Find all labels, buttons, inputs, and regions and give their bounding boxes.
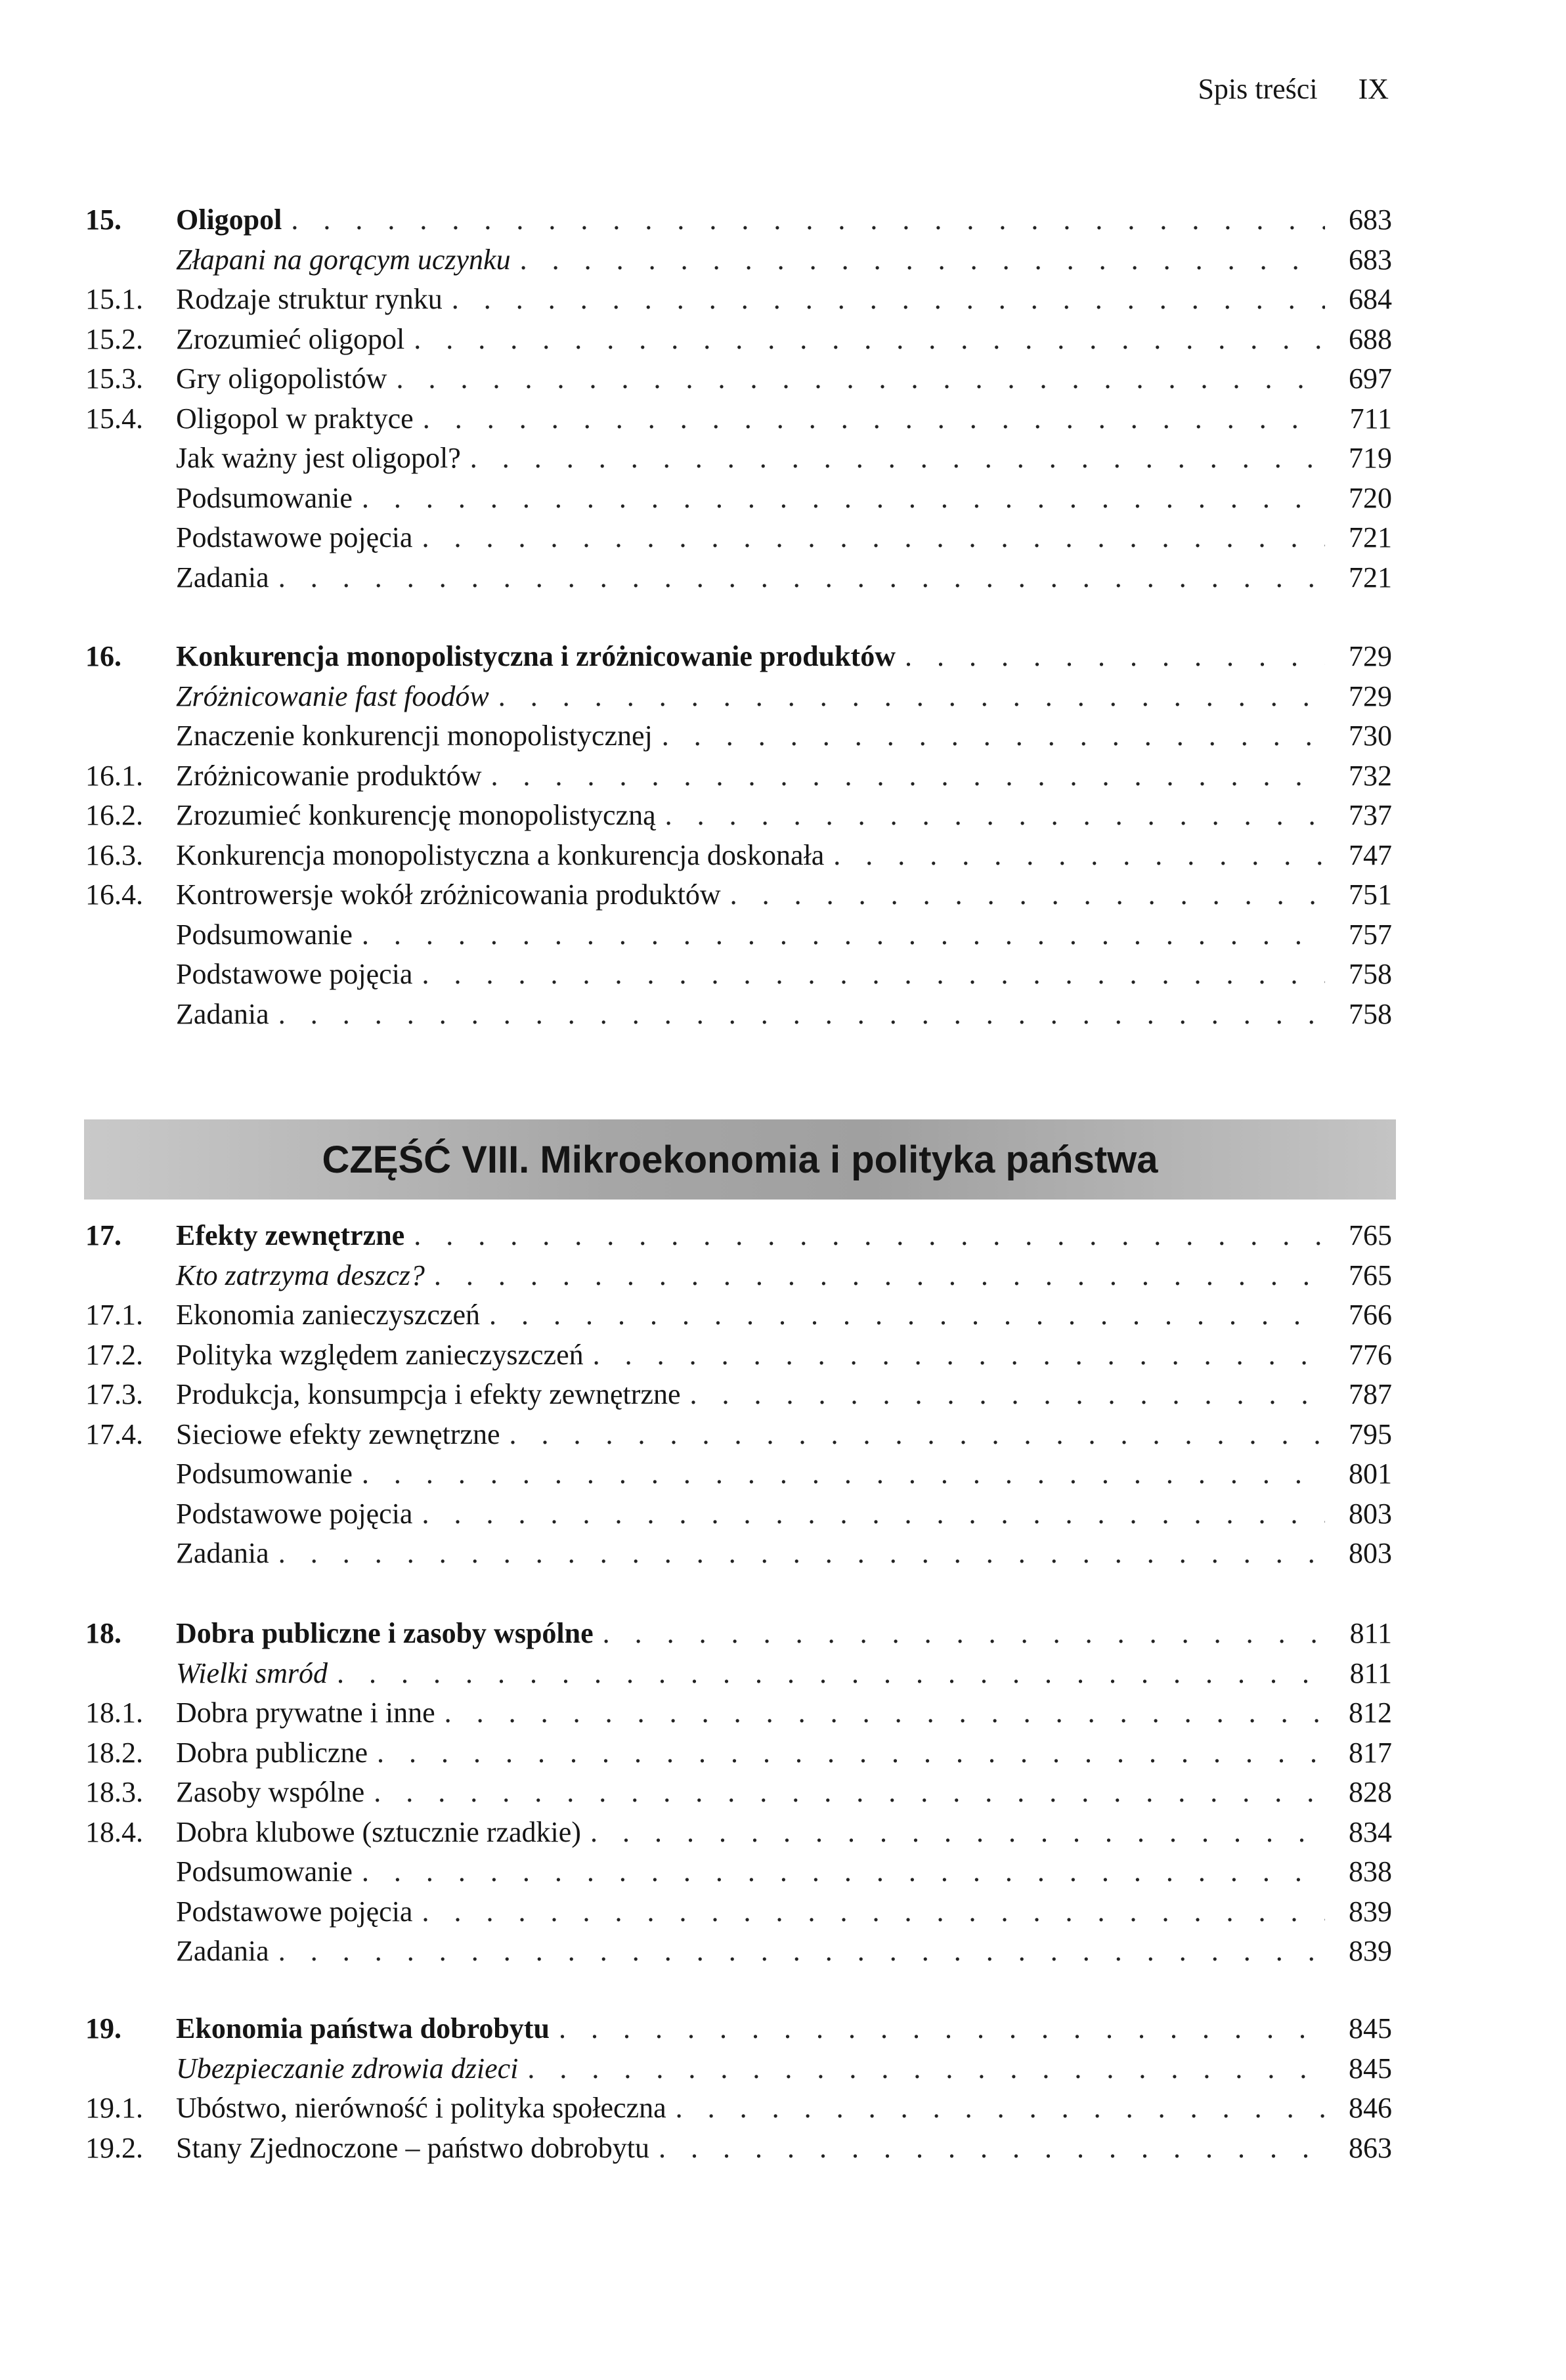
page-number: 688 bbox=[1349, 322, 1392, 355]
page-number: 839 bbox=[1349, 1895, 1392, 1928]
chapter-number: 19. bbox=[85, 2012, 121, 2045]
toc-entry-row bbox=[85, 1295, 1392, 1335]
page-number: 787 bbox=[1349, 1378, 1392, 1410]
entry-title: Ubóstwo, nierówność i polityka społeczna bbox=[176, 2092, 666, 2124]
entry-title: Zróżnicowanie produktów bbox=[176, 759, 482, 792]
toc-entry-row bbox=[85, 1534, 1392, 1574]
leader-dots bbox=[659, 2129, 1325, 2168]
entry-title: Zrozumieć konkurencję monopolistyczną bbox=[176, 799, 656, 831]
page-number: 737 bbox=[1349, 799, 1392, 831]
page-number: 839 bbox=[1349, 1935, 1392, 1967]
page-number: 765 bbox=[1349, 1259, 1392, 1291]
header-title: Spis treści bbox=[1198, 73, 1318, 105]
toc-section-19 bbox=[85, 2009, 1392, 2168]
page-number: 828 bbox=[1349, 1776, 1392, 1808]
page-number: 845 bbox=[1349, 2012, 1392, 2045]
entry-title: Dobra prywatne i inne bbox=[176, 1697, 435, 1729]
part-heading-banner bbox=[84, 1119, 1396, 1200]
leader-dots bbox=[520, 240, 1325, 280]
toc-chapter-row bbox=[85, 637, 1392, 677]
chapter-number: 16. bbox=[85, 640, 121, 672]
entry-title: Konkurencja monopolistyczna a konkurencja doskonała bbox=[176, 838, 825, 871]
toc-entry-row bbox=[85, 1733, 1392, 1773]
leader-dots bbox=[662, 716, 1325, 756]
leader-dots bbox=[423, 399, 1325, 439]
page-number: 720 bbox=[1349, 481, 1392, 514]
leader-dots bbox=[422, 1494, 1325, 1534]
leader-dots bbox=[396, 359, 1325, 399]
entry-title: Sieciowe efekty zewnętrzne bbox=[176, 1417, 500, 1450]
toc-entry-row bbox=[85, 677, 1392, 717]
leader-dots bbox=[377, 1733, 1325, 1773]
running-header bbox=[1198, 72, 1389, 106]
page-number: 757 bbox=[1349, 918, 1392, 951]
entry-number: 18.3. bbox=[85, 1776, 143, 1808]
toc-chapter-row bbox=[85, 2009, 1392, 2049]
entry-title: Zadania bbox=[176, 997, 269, 1030]
leader-dots bbox=[905, 637, 1325, 676]
leader-dots bbox=[833, 836, 1325, 875]
page-number: 838 bbox=[1349, 1855, 1392, 1888]
page-number: 721 bbox=[1349, 521, 1392, 553]
entry-number: 17.3. bbox=[85, 1378, 143, 1410]
page-number: 684 bbox=[1349, 283, 1392, 315]
leader-dots bbox=[593, 1335, 1325, 1375]
leader-dots bbox=[374, 1773, 1325, 1812]
leader-dots bbox=[676, 2088, 1325, 2128]
toc-entry-row bbox=[85, 1654, 1392, 1694]
entry-title: Zróżnicowanie fast foodów bbox=[176, 680, 489, 712]
entry-number: 17.1. bbox=[85, 1299, 143, 1331]
chapter-number: 18. bbox=[85, 1617, 121, 1649]
page-number: 732 bbox=[1349, 759, 1392, 792]
toc-entry-row bbox=[85, 1256, 1392, 1296]
entry-title: Jak ważny jest oligopol? bbox=[176, 442, 461, 474]
entry-title: Podstawowe pojęcia bbox=[176, 958, 413, 990]
toc-entry-row bbox=[85, 1454, 1392, 1494]
toc-entry-row bbox=[85, 1892, 1392, 1932]
entry-title: Złapani na gorącym uczynku bbox=[176, 243, 511, 276]
leader-dots bbox=[278, 558, 1325, 597]
entry-title: Dobra publiczne bbox=[176, 1736, 368, 1769]
leader-dots bbox=[337, 1654, 1325, 1693]
toc-entry-row bbox=[85, 1494, 1392, 1534]
chapter-number: 15. bbox=[85, 204, 121, 236]
toc-entry-row bbox=[85, 479, 1392, 519]
leader-dots bbox=[527, 2049, 1325, 2088]
page-number: 711 bbox=[1349, 402, 1392, 435]
toc-entry-row bbox=[85, 320, 1392, 360]
page-number: 751 bbox=[1349, 878, 1392, 911]
entry-title: Podstawowe pojęcia bbox=[176, 521, 413, 553]
toc-entry-row bbox=[85, 518, 1392, 558]
leader-dots bbox=[498, 677, 1325, 716]
entry-number: 17.4. bbox=[85, 1417, 143, 1450]
page-number: 811 bbox=[1349, 1617, 1392, 1649]
toc-entry-row bbox=[85, 2049, 1392, 2089]
chapter-title: Dobra publiczne i zasoby wspólne bbox=[176, 1617, 594, 1649]
entry-title: Podsumowanie bbox=[176, 918, 353, 951]
entry-title: Podsumowanie bbox=[176, 1855, 353, 1888]
entry-number: 15.2. bbox=[85, 322, 143, 355]
leader-dots bbox=[445, 1693, 1325, 1733]
toc-section-17 bbox=[85, 1216, 1392, 1574]
entry-title: Gry oligopolistów bbox=[176, 362, 387, 395]
page-number: 719 bbox=[1349, 442, 1392, 474]
entry-number: 16.1. bbox=[85, 759, 143, 792]
page-number: 776 bbox=[1349, 1338, 1392, 1371]
entry-number: 18.2. bbox=[85, 1736, 143, 1769]
page-number: 817 bbox=[1349, 1736, 1392, 1769]
entry-number: 17.2. bbox=[85, 1338, 143, 1371]
entry-number: 19.2. bbox=[85, 2131, 143, 2164]
leader-dots bbox=[422, 955, 1325, 994]
page-number: 747 bbox=[1349, 838, 1392, 871]
page-number: 766 bbox=[1349, 1299, 1392, 1331]
entry-title: Zadania bbox=[176, 561, 269, 594]
entry-title: Stany Zjednoczone – państwo dobrobytu bbox=[176, 2131, 649, 2164]
leader-dots bbox=[422, 518, 1325, 557]
page-number: 795 bbox=[1349, 1417, 1392, 1450]
toc-entry-row bbox=[85, 836, 1392, 876]
page-number: 697 bbox=[1349, 362, 1392, 395]
entry-title: Podstawowe pojęcia bbox=[176, 1895, 413, 1928]
leader-dots bbox=[590, 1813, 1325, 1852]
page-number: 758 bbox=[1349, 997, 1392, 1030]
leader-dots bbox=[278, 995, 1325, 1034]
toc-chapter-row bbox=[85, 200, 1392, 240]
entry-title: Zadania bbox=[176, 1537, 269, 1569]
toc-section-16 bbox=[85, 637, 1392, 1034]
leader-dots bbox=[559, 2009, 1325, 2048]
toc-entry-row bbox=[85, 2129, 1392, 2169]
toc-entry-row bbox=[85, 716, 1392, 756]
entry-number: 16.4. bbox=[85, 878, 143, 911]
chapter-title: Ekonomia państwa dobrobytu bbox=[176, 2012, 550, 2045]
entry-title: Znaczenie konkurencji monopolistycznej bbox=[176, 720, 653, 752]
toc-entry-row bbox=[85, 1852, 1392, 1892]
toc-entry-row bbox=[85, 359, 1392, 399]
toc-entry-row bbox=[85, 1813, 1392, 1853]
leader-dots bbox=[291, 200, 1325, 240]
page-number: 834 bbox=[1349, 1815, 1392, 1848]
toc-section-18 bbox=[85, 1614, 1392, 1972]
toc-entry-row bbox=[85, 1932, 1392, 1972]
chapter-title: Konkurencja monopolistyczna i zróżnicowanie produktów bbox=[176, 640, 896, 672]
toc-section-15 bbox=[85, 200, 1392, 597]
leader-dots bbox=[414, 320, 1325, 359]
leader-dots bbox=[414, 1216, 1325, 1255]
leader-dots bbox=[665, 796, 1325, 835]
toc-entry-row bbox=[85, 1415, 1392, 1455]
toc-entry-row bbox=[85, 1773, 1392, 1813]
entry-title: Zrozumieć oligopol bbox=[176, 322, 405, 355]
leader-dots bbox=[278, 1534, 1325, 1573]
leader-dots bbox=[362, 1454, 1325, 1494]
entry-title: Rodzaje struktur rynku bbox=[176, 283, 443, 315]
leader-dots bbox=[730, 875, 1325, 915]
toc-entry-row bbox=[85, 558, 1392, 598]
page-number: 812 bbox=[1349, 1697, 1392, 1729]
toc-chapter-row bbox=[85, 1216, 1392, 1256]
part-title: CZĘŚĆ VIII. Mikroekonomia i polityka państwa bbox=[322, 1138, 1158, 1181]
leader-dots bbox=[510, 1415, 1325, 1454]
toc-entry-row bbox=[85, 915, 1392, 955]
page-number: 863 bbox=[1349, 2131, 1392, 2164]
leader-dots bbox=[362, 1852, 1325, 1892]
entry-number: 16.3. bbox=[85, 838, 143, 871]
entry-number: 15.1. bbox=[85, 283, 143, 315]
toc-entry-row bbox=[85, 995, 1392, 1035]
toc-chapter-row bbox=[85, 1614, 1392, 1654]
leader-dots bbox=[690, 1375, 1326, 1414]
entry-title: Podsumowanie bbox=[176, 1458, 353, 1490]
page-number: 683 bbox=[1349, 243, 1392, 276]
leader-dots bbox=[452, 280, 1325, 319]
page-number: 811 bbox=[1349, 1656, 1392, 1689]
page-number: 758 bbox=[1349, 958, 1392, 990]
leader-dots bbox=[434, 1256, 1325, 1295]
entry-title: Kontrowersje wokół zróżnicowania produktów bbox=[176, 878, 721, 911]
toc-entry-row bbox=[85, 439, 1392, 479]
entry-title: Wielki smród bbox=[176, 1656, 328, 1689]
page-number: 683 bbox=[1349, 204, 1392, 236]
entry-number: 16.2. bbox=[85, 799, 143, 831]
leader-dots bbox=[362, 915, 1325, 955]
page-number: 730 bbox=[1349, 720, 1392, 752]
toc-entry-row bbox=[85, 240, 1392, 280]
leader-dots bbox=[278, 1932, 1325, 1971]
page-number: 803 bbox=[1349, 1537, 1392, 1569]
toc-entry-row bbox=[85, 280, 1392, 320]
entry-number: 15.4. bbox=[85, 402, 143, 435]
page-number: 765 bbox=[1349, 1219, 1392, 1251]
entry-title: Produkcja, konsumpcja i efekty zewnętrzne bbox=[176, 1378, 681, 1410]
entry-title: Ubezpieczanie zdrowia dzieci bbox=[176, 2052, 519, 2085]
page-number: 729 bbox=[1349, 680, 1392, 712]
entry-number: 18.1. bbox=[85, 1697, 143, 1729]
toc-entry-row bbox=[85, 399, 1392, 439]
entry-title: Polityka względem zanieczyszczeń bbox=[176, 1338, 584, 1371]
page-number: 729 bbox=[1349, 640, 1392, 672]
toc-entry-row bbox=[85, 875, 1392, 915]
toc-entry-row bbox=[85, 1335, 1392, 1375]
leader-dots bbox=[362, 479, 1325, 518]
entry-title: Zasoby wspólne bbox=[176, 1776, 365, 1808]
page-number: 801 bbox=[1349, 1458, 1392, 1490]
chapter-title: Oligopol bbox=[176, 204, 282, 236]
entry-number: 15.3. bbox=[85, 362, 143, 395]
leader-dots bbox=[603, 1614, 1325, 1653]
chapter-number: 17. bbox=[85, 1219, 121, 1251]
entry-title: Podstawowe pojęcia bbox=[176, 1497, 413, 1530]
page-number: 846 bbox=[1349, 2092, 1392, 2124]
page-number: 721 bbox=[1349, 561, 1392, 594]
entry-title: Podsumowanie bbox=[176, 481, 353, 514]
leader-dots bbox=[422, 1892, 1325, 1932]
toc-entry-row bbox=[85, 756, 1392, 796]
toc-entry-row bbox=[85, 796, 1392, 836]
toc-entry-row bbox=[85, 2088, 1392, 2129]
entry-number: 19.1. bbox=[85, 2092, 143, 2124]
leader-dots bbox=[470, 439, 1325, 478]
entry-title: Zadania bbox=[176, 1935, 269, 1967]
leader-dots bbox=[489, 1295, 1325, 1335]
chapter-title: Efekty zewnętrzne bbox=[176, 1219, 405, 1251]
entry-title: Dobra klubowe (sztucznie rzadkie) bbox=[176, 1815, 581, 1848]
entry-number: 18.4. bbox=[85, 1815, 143, 1848]
entry-title: Kto zatrzyma deszcz? bbox=[176, 1259, 425, 1291]
page-number: 845 bbox=[1349, 2052, 1392, 2085]
toc-entry-row bbox=[85, 1693, 1392, 1733]
toc-entry-row bbox=[85, 1375, 1392, 1415]
toc-entry-row bbox=[85, 955, 1392, 995]
leader-dots bbox=[491, 756, 1325, 796]
header-page-number: IX bbox=[1358, 73, 1389, 105]
entry-title: Ekonomia zanieczyszczeń bbox=[176, 1299, 480, 1331]
page-number: 803 bbox=[1349, 1497, 1392, 1530]
entry-title: Oligopol w praktyce bbox=[176, 402, 414, 435]
